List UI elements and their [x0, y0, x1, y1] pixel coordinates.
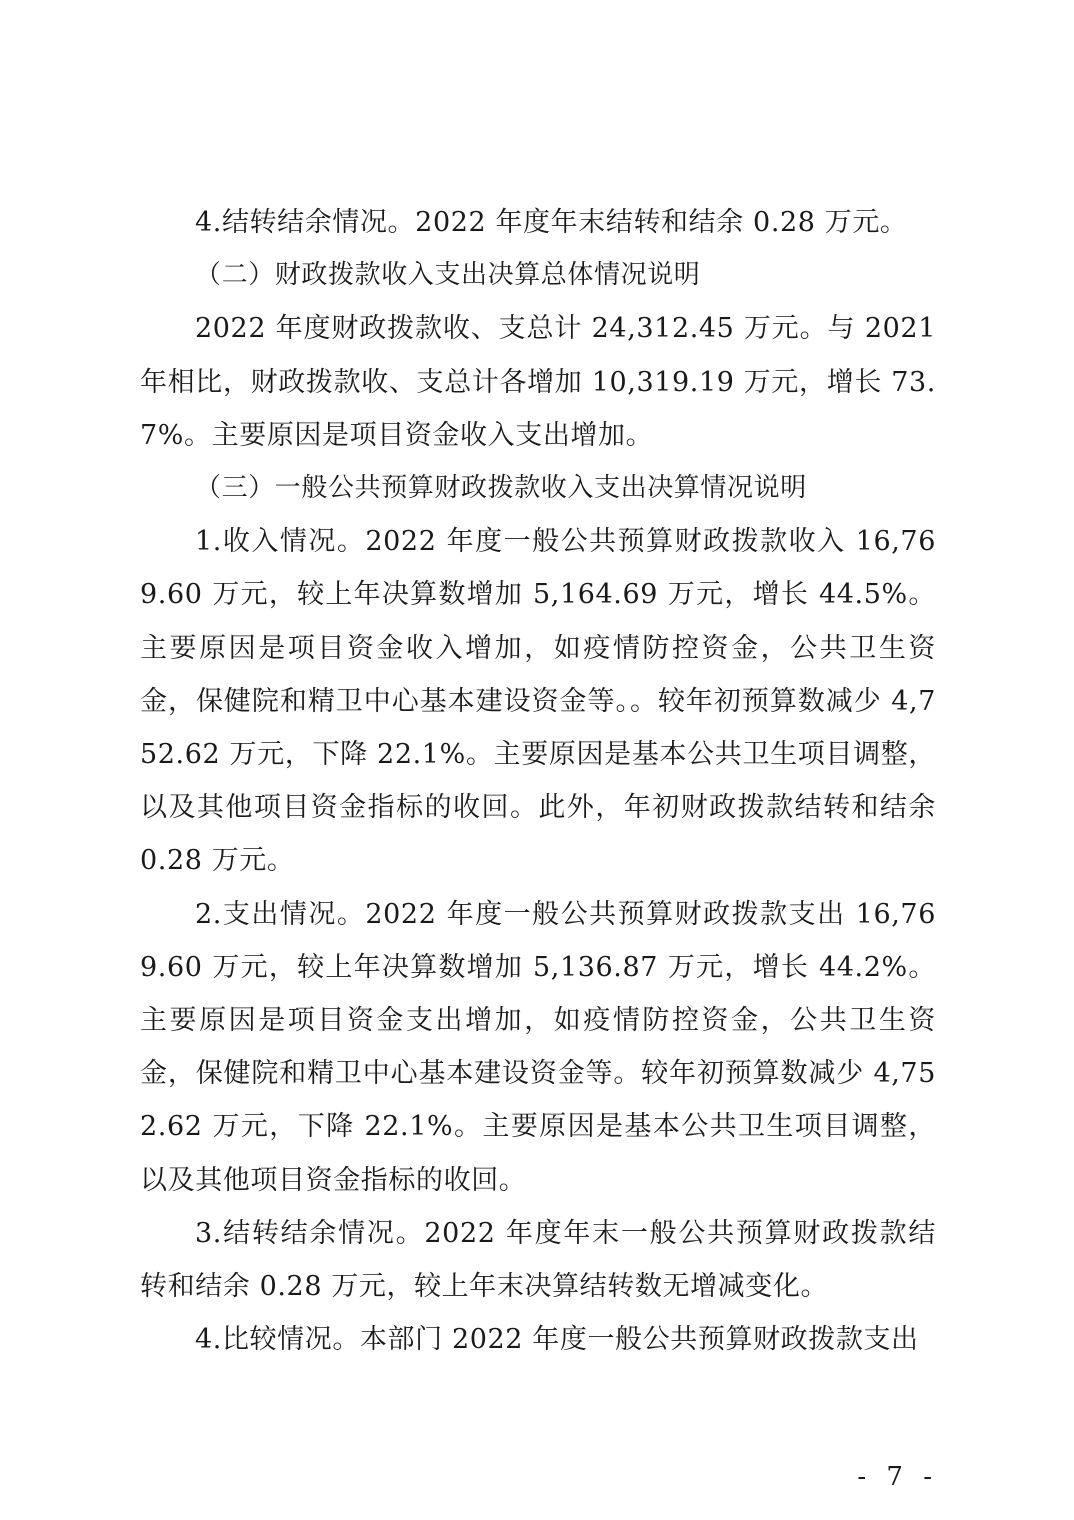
section-heading-fiscal-appropriation: （二）财政拨款收入支出决算总体情况说明 — [195, 260, 701, 291]
paragraph-general-carryover: 3.结转结余情况。2022 年度年末一般公共预算财政拨款结转和结余 0.28 万元，较上年末决算结转数无增减变化。 — [140, 1217, 936, 1303]
section-heading-general-public-budget: （三）一般公共预算财政拨款收入支出决算情况说明 — [195, 473, 807, 504]
body-text — [140, 196, 936, 1366]
paragraph-carryover-balance: 4.结转结余情况。2022 年度年末结转和结余 0.28 万元。 — [195, 207, 908, 238]
paragraph-income: 1.收入情况。2022 年度一般公共预算财政拨款收入 16,769.60 万元，较上年决算数增加 5,164.69 万元，增长 44.5%。主要原因是项目资金收入增加，如疫情防控资金，公共卫生资金，保健院和精卫中心基本建设资金等。。较年初预算数减少 4,752.62 万元，下降 22.1%。主要原因是基本公共卫生项目调整，以及其他项目资金指标的收回。此外，年初财政拨款结转和结余 0.28 万元。 — [140, 526, 936, 877]
page-number: - 7 - — [857, 1462, 938, 1492]
paragraph-expenditure: 2.支出情况。2022 年度一般公共预算财政拨款支出 16,769.60 万元，较上年决算数增加 5,136.87 万元，增长 44.2%。主要原因是项目资金支出增加，如疫情防控资金，公共卫生资金，保健院和精卫中心基本建设资金等。较年初预算数减少 4,752.62 万元，下降 22.1%。主要原因是基本公共卫生项目调整，以及其他项目资金指标的收回。 — [140, 898, 936, 1196]
paragraph-fiscal-total: 2022 年度财政拨款收、支总计 24,312.45 万元。与 2021 年相比，财政拨款收、支总计各增加 10,319.19 万元，增长 73.7%。主要原因是项目资金收入支出增加。 — [140, 313, 936, 451]
paragraph-comparison: 4.比较情况。本部门 2022 年度一般公共预算财政拨款支出 — [195, 1324, 919, 1356]
